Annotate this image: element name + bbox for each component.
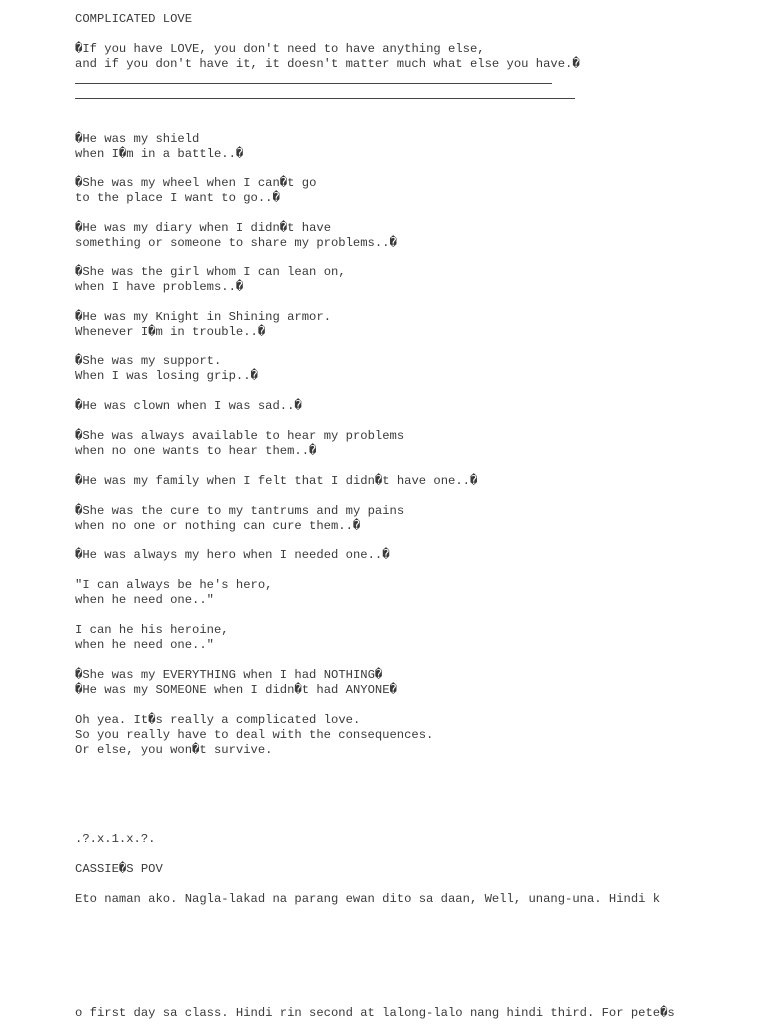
poem-line: �He was my Knight in Shining armor. bbox=[75, 310, 332, 324]
section-divider: .?.x.1.x.?. bbox=[75, 832, 156, 846]
poem-line: I can he his heroine, bbox=[75, 623, 229, 637]
poem-line: Or else, you won�t survive. bbox=[75, 743, 273, 757]
poem-line: �He was clown when I was sad..� bbox=[75, 399, 302, 413]
poem-line: �She was the girl whom I can lean on, bbox=[75, 265, 346, 279]
poem-line: when I have problems..� bbox=[75, 280, 244, 294]
poem-line: to the place I want to go..� bbox=[75, 191, 280, 205]
paragraph-line: o first day sa class. Hindi rin second at lalong-lalo nang hindi third. For pete�s bbox=[75, 1006, 675, 1020]
poem-line: �He was my SOMEONE when I didn�t had ANYONE� bbox=[75, 683, 397, 697]
paragraph-line: Eto naman ako. Nagla-lakad na parang ewan dito sa daan, Well, unang-una. Hindi k bbox=[75, 892, 661, 906]
poem-line: �She was my wheel when I can�t go bbox=[75, 176, 317, 190]
poem-line: �He was always my hero when I needed one..� bbox=[75, 548, 390, 562]
poem-line: when no one wants to hear them..� bbox=[75, 444, 317, 458]
poem-line: something or someone to share my problems..� bbox=[75, 236, 397, 250]
poem-line: �She was the cure to my tantrums and my pains bbox=[75, 504, 405, 518]
poem-line: �He was my shield bbox=[75, 132, 200, 146]
poem-line: when no one or nothing can cure them..� bbox=[75, 519, 361, 533]
poem-line: "I can always be he's hero, bbox=[75, 578, 273, 592]
poem-line: when he need one.." bbox=[75, 593, 214, 607]
poem-line: �She was my support. bbox=[75, 354, 222, 368]
poem-line: �She was my EVERYTHING when I had NOTHING� bbox=[75, 668, 383, 682]
poem-line: Whenever I�m in trouble..� bbox=[75, 325, 266, 339]
poem-line: �He was my diary when I didn�t have bbox=[75, 221, 332, 235]
poem-line: Oh yea. It�s really a complicated love. bbox=[75, 713, 361, 727]
poem-line: So you really have to deal with the consequences. bbox=[75, 728, 434, 742]
poem-line: �He was my family when I felt that I didn�t have one..� bbox=[75, 474, 478, 488]
poem-line: When I was losing grip..� bbox=[75, 369, 258, 383]
document-title: COMPLICATED LOVE bbox=[75, 12, 193, 26]
poem-line: when he need one.." bbox=[75, 638, 214, 652]
poem-line: �She was always available to hear my problems bbox=[75, 429, 405, 443]
quote-line: and if you don't have it, it doesn't matter much what else you have.� bbox=[75, 57, 580, 71]
quote-line: �If you have LOVE, you don't need to have anything else, bbox=[75, 42, 485, 56]
divider-line bbox=[75, 98, 575, 99]
poem-line: when I�m in a battle..� bbox=[75, 147, 244, 161]
divider-line bbox=[75, 83, 552, 84]
pov-heading: CASSIE�S POV bbox=[75, 862, 163, 876]
